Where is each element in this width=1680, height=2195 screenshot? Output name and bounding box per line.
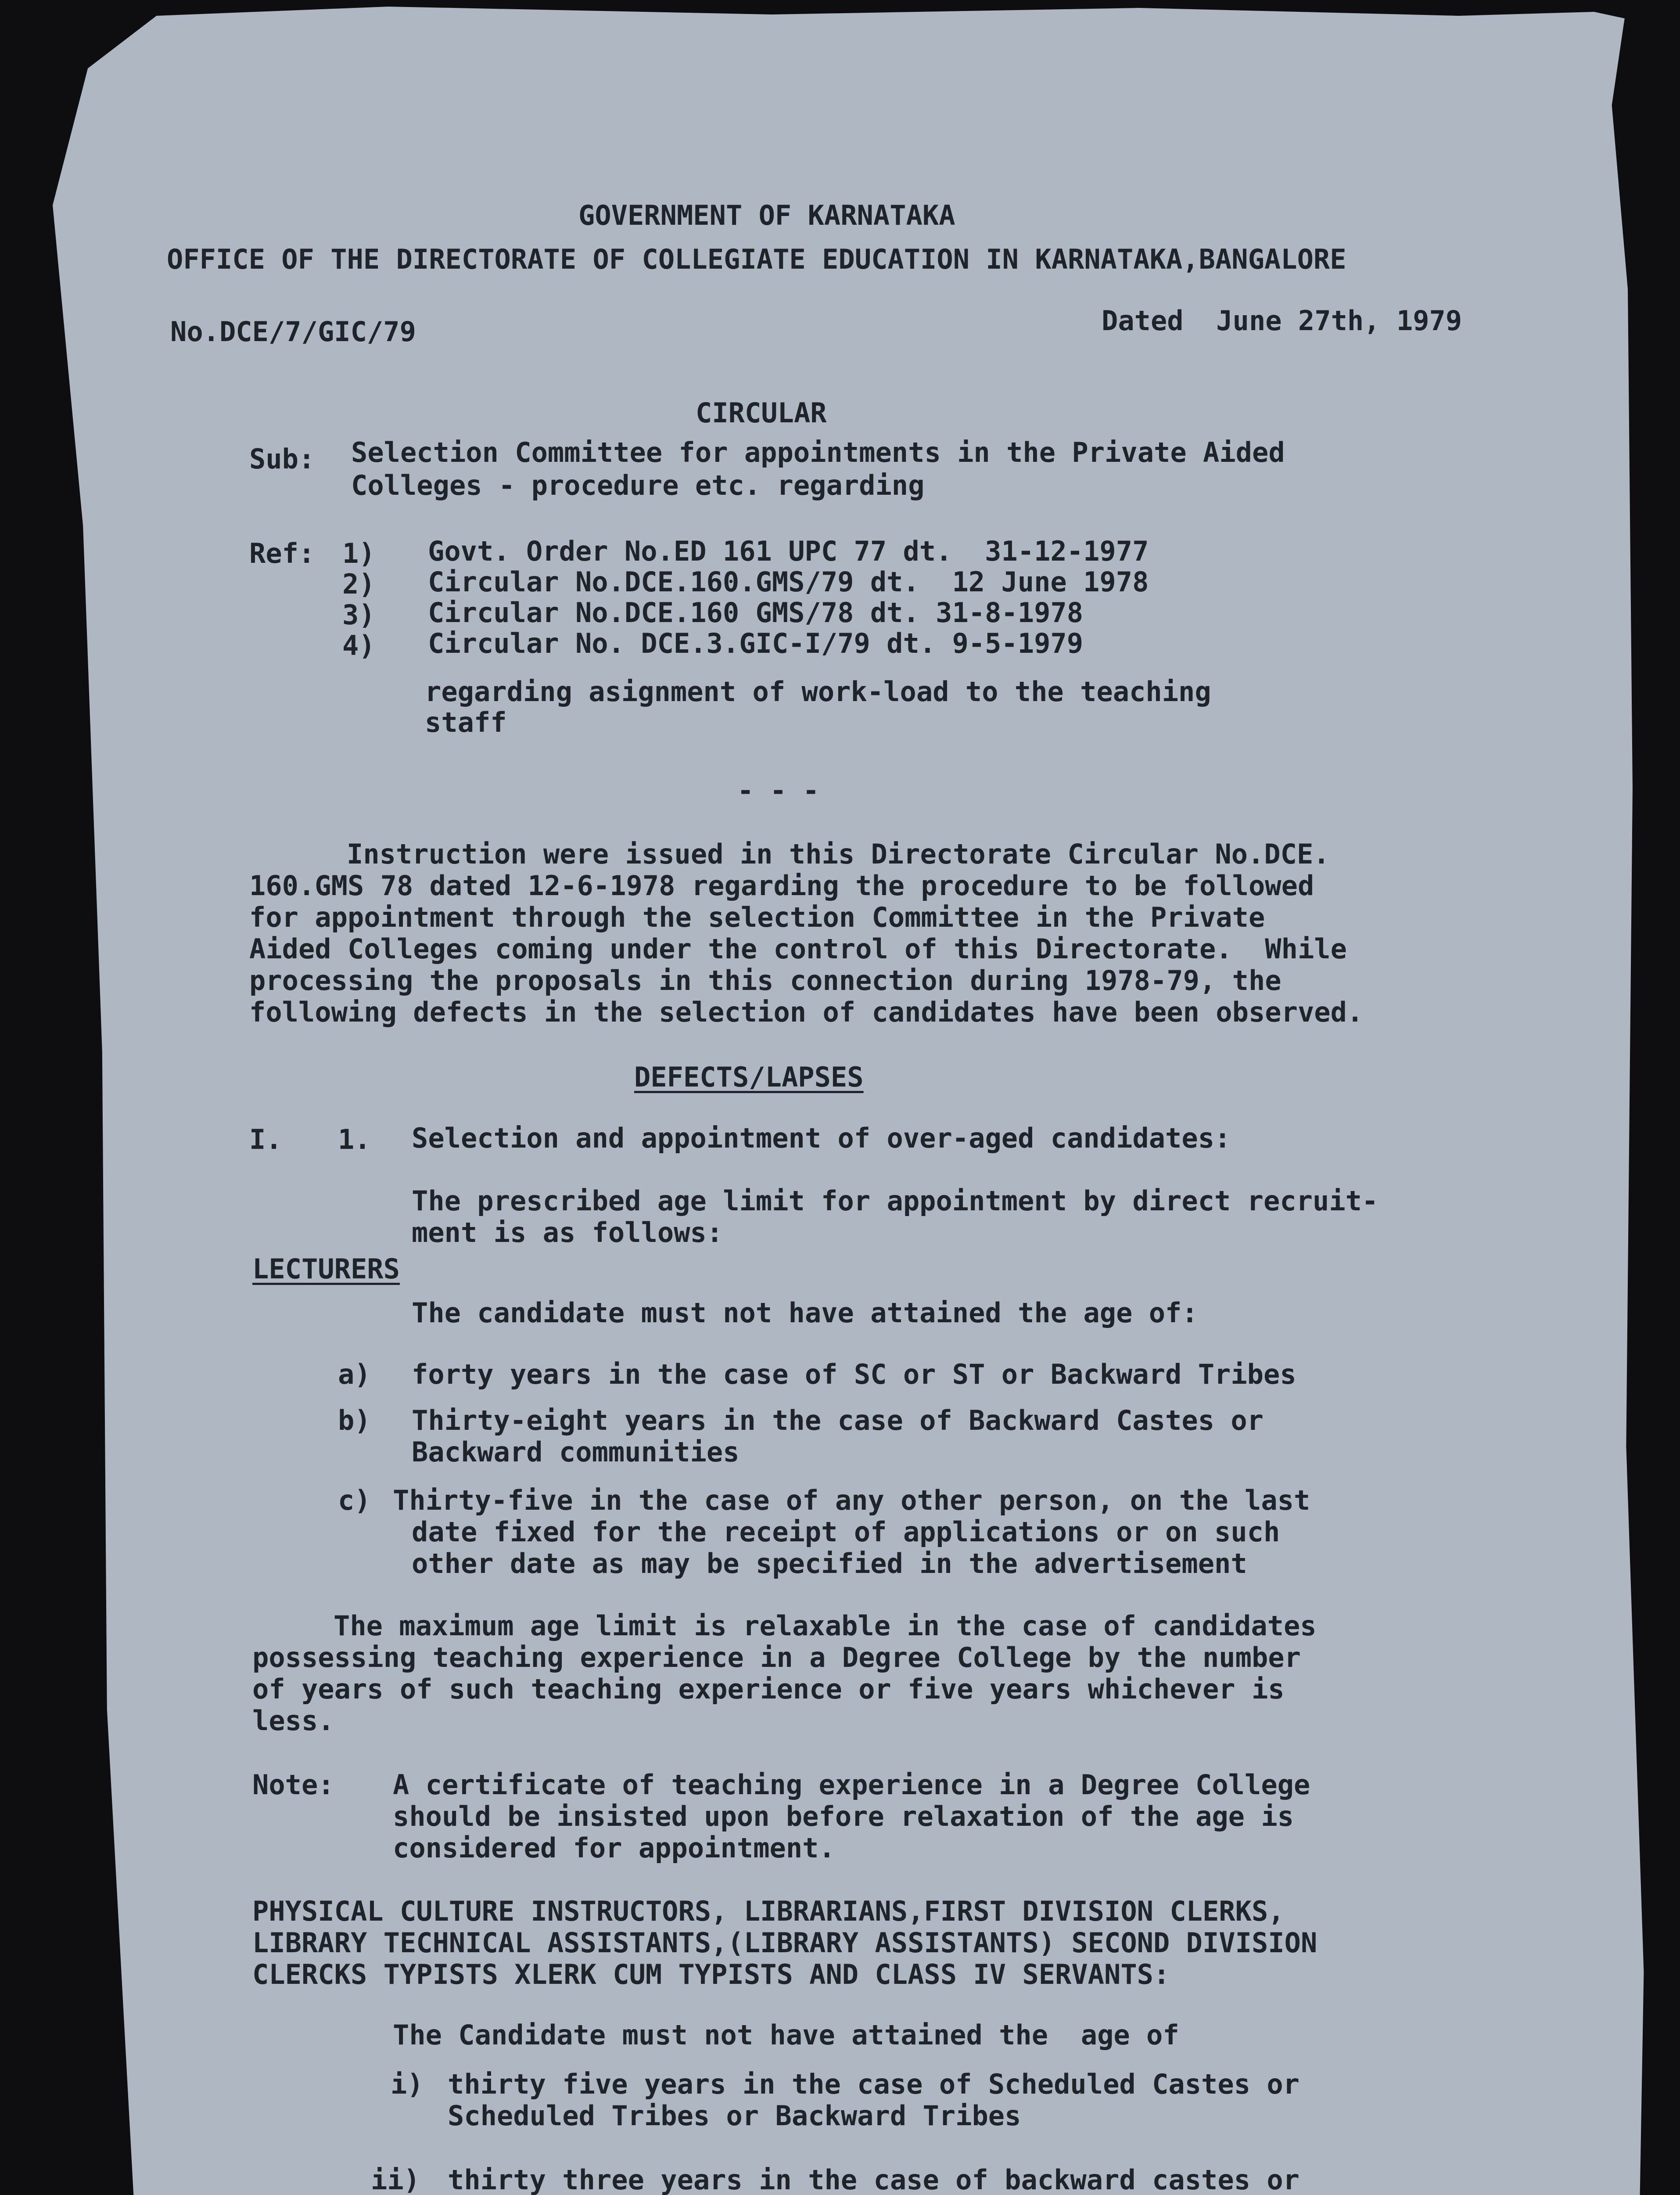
- intro-paragraph-line: 160.GMS 78 dated 12-6-1978 regarding the procedure to be followed: [249, 870, 1314, 902]
- list-item-text: Scheduled Tribes or Backward Tribes: [448, 2100, 1021, 2132]
- list-item-label: i): [391, 2068, 424, 2100]
- list-item-label: c): [338, 1484, 371, 1516]
- note-text: A certificate of teaching experience in a Degree College: [393, 1769, 1310, 1801]
- intro-paragraph-line: processing the proposals in this connection during 1978-79, the: [249, 964, 1282, 997]
- reference-number-label: 3): [342, 599, 375, 631]
- section-separator: - - -: [737, 774, 819, 806]
- circular-date: Dated June 27th, 1979: [1102, 305, 1462, 337]
- intro-paragraph-line: for appointment through the selection Committee in the Private: [249, 901, 1265, 933]
- subject-line: Selection Committee for appointments in the Private Aided: [351, 436, 1285, 468]
- intro-paragraph-line: following defects in the selection of candidates have been observed.: [249, 996, 1364, 1028]
- circular-title: CIRCULAR: [696, 397, 827, 429]
- office-heading: OFFICE OF THE DIRECTORATE OF COLLEGIATE EDUCATION IN KARNATAKA,BANGALORE: [167, 243, 1346, 275]
- other-posts-heading: LIBRARY TECHNICAL ASSISTANTS,(LIBRARY ASSISTANTS) SECOND DIVISION: [252, 1927, 1317, 1959]
- relaxation-paragraph-line: The maximum age limit is relaxable in the case of candidates: [334, 1610, 1317, 1642]
- note-text: should be insisted upon before relaxation of the age is: [393, 1800, 1294, 1832]
- reference-item: Govt. Order No.ED 161 UPC 77 dt. 31-12-1977: [428, 535, 1149, 567]
- item-number: 1.: [338, 1123, 371, 1155]
- list-item-text: Thirty-five in the case of any other person, on the last: [393, 1484, 1310, 1516]
- lecturers-intro: The candidate must not have attained the age of:: [412, 1297, 1198, 1329]
- intro-paragraph-line: Instruction were issued in this Directorate Circular No.DCE.: [347, 838, 1330, 870]
- list-item-text: Thirty-eight years in the case of Backward Castes or: [412, 1404, 1264, 1436]
- relaxation-paragraph-line: possessing teaching experience in a Degree College by the number: [252, 1641, 1301, 1673]
- age-limit-intro: ment is as follows:: [412, 1216, 723, 1249]
- subject-line: Colleges - procedure etc. regarding: [351, 469, 925, 501]
- reference-item: Circular No.DCE.160 GMS/78 dt. 31-8-1978: [428, 597, 1084, 629]
- reference-number: No.DCE/7/GIC/79: [170, 316, 416, 348]
- intro-paragraph-line: Aided Colleges coming under the control of this Directorate. While: [249, 933, 1347, 965]
- list-item-text: forty years in the case of SC or ST or Backward Tribes: [412, 1358, 1296, 1390]
- reference-item: Circular No.DCE.160.GMS/79 dt. 12 June 1978: [428, 566, 1149, 598]
- item-title: Selection and appointment of over-aged candidates:: [412, 1122, 1231, 1154]
- list-item-label: ii): [371, 2164, 420, 2195]
- list-item-text: date fixed for the receipt of applications or on such: [412, 1516, 1280, 1548]
- reference-number-label: 2): [342, 568, 375, 600]
- list-item-text: Backward communities: [412, 1436, 739, 1468]
- reference-note: regarding asignment of work-load to the teaching: [425, 676, 1211, 708]
- reference-number-label: 4): [342, 630, 375, 662]
- reference-number-label: 1): [342, 537, 375, 569]
- other-posts-heading: PHYSICAL CULTURE INSTRUCTORS, LIBRARIANS,FIRST DIVISION CLERKS,: [252, 1895, 1285, 1927]
- government-heading: GOVERNMENT OF KARNATAKA: [578, 199, 955, 231]
- item-roman-numeral: I.: [249, 1123, 282, 1155]
- list-item-label: a): [338, 1358, 371, 1390]
- reference-label: Ref:: [249, 537, 315, 569]
- list-item-label: b): [338, 1404, 371, 1436]
- age-limit-intro: The prescribed age limit for appointment by direct recruit-: [412, 1185, 1378, 1217]
- list-item-text: thirty five years in the case of Scheduled Castes or: [448, 2068, 1300, 2100]
- list-item-text: thirty three years in the case of backward castes or: [448, 2164, 1300, 2195]
- note-label: Note:: [252, 1769, 334, 1801]
- lecturers-heading: LECTURERS: [252, 1253, 400, 1285]
- reference-note: staff: [425, 706, 507, 738]
- reference-item: Circular No. DCE.3.GIC-I/79 dt. 9-5-1979: [428, 627, 1084, 659]
- relaxation-paragraph-line: less.: [252, 1705, 334, 1737]
- other-posts-intro: The Candidate must not have attained the age of: [393, 2019, 1179, 2051]
- list-item-text: other date as may be specified in the advertisement: [412, 1547, 1247, 1580]
- note-text: considered for appointment.: [393, 1832, 835, 1864]
- relaxation-paragraph-line: of years of such teaching experience or five years whichever is: [252, 1673, 1285, 1705]
- subject-label: Sub:: [249, 443, 315, 475]
- defects-heading: DEFECTS/LAPSES: [634, 1061, 864, 1093]
- other-posts-heading: CLERCKS TYPISTS XLERK CUM TYPISTS AND CLASS IV SERVANTS:: [252, 1958, 1170, 1990]
